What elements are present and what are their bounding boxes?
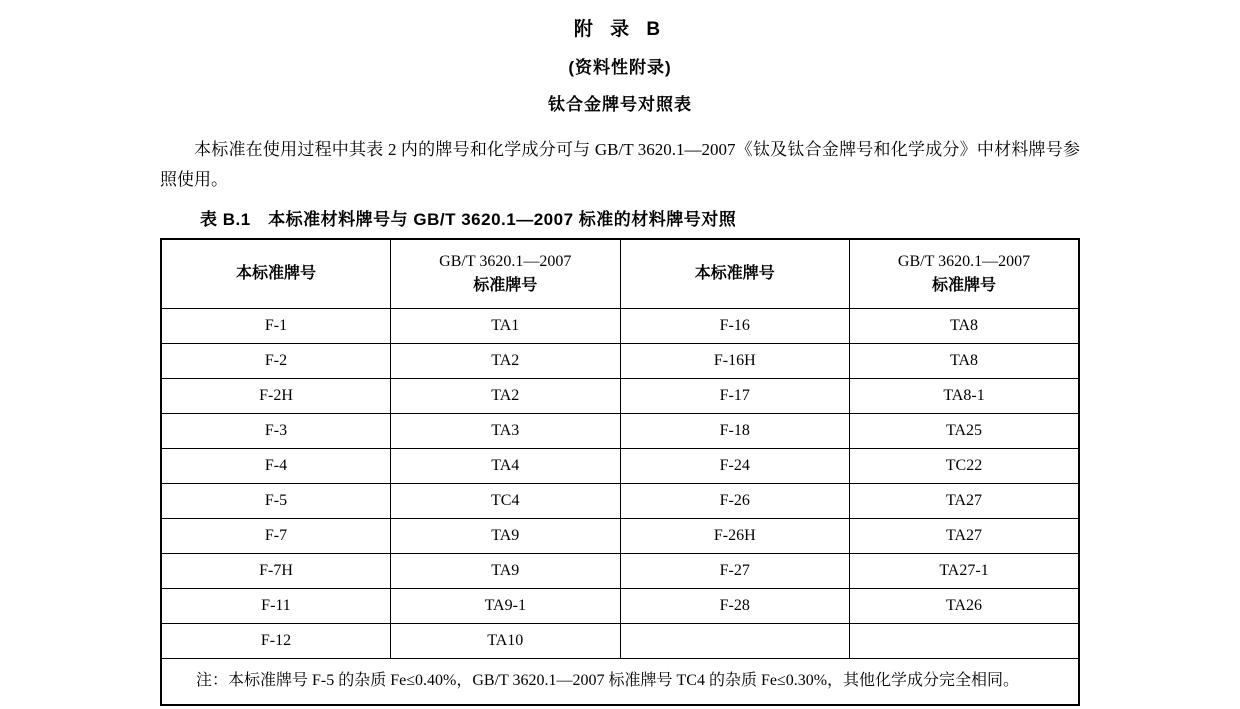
table-cell: TA26 xyxy=(850,588,1080,623)
document-page xyxy=(0,14,1240,709)
header-line-2: 标准牌号 xyxy=(473,276,538,294)
table-cell: TA10 xyxy=(391,623,621,658)
table-cell: F-7H xyxy=(161,553,391,588)
table-row xyxy=(161,378,1079,413)
table-cell: F-16H xyxy=(620,343,850,378)
table-cell: TA2 xyxy=(391,378,621,413)
table-cell: F-27 xyxy=(620,553,850,588)
table-row xyxy=(161,588,1079,623)
table-header-cell xyxy=(620,239,850,309)
table-cell: F-28 xyxy=(620,588,850,623)
table-cell: TA27 xyxy=(850,483,1080,518)
table-cell: F-18 xyxy=(620,413,850,448)
table-row xyxy=(161,308,1079,343)
intro-paragraph: 本标准在使用过程中其表 2 内的牌号和化学成分可与 GB/T 3620.1—2007《钛及钛合金牌号和化学成分》中材料牌号参照使用。 xyxy=(160,140,1080,189)
table-cell: F-26H xyxy=(620,518,850,553)
table-cell: F-7 xyxy=(161,518,391,553)
table-cell: F-5 xyxy=(161,483,391,518)
table-cell: F-3 xyxy=(161,413,391,448)
appendix-subtitle: (资料性附录) xyxy=(568,58,672,77)
table-cell: TA27-1 xyxy=(850,553,1080,588)
table-cell: TA9-1 xyxy=(391,588,621,623)
header-line-2: 标准牌号 xyxy=(931,276,996,294)
table-cell: TC22 xyxy=(850,448,1080,483)
header-line-1: 本标准牌号 xyxy=(694,264,775,282)
table-cell: TA9 xyxy=(391,518,621,553)
table-cell: TA27 xyxy=(850,518,1080,553)
table-cell: TA8 xyxy=(850,308,1080,343)
table-header-cell xyxy=(161,239,391,309)
table-header-row xyxy=(161,239,1079,309)
table-cell: F-11 xyxy=(161,588,391,623)
brand-comparison-table xyxy=(160,238,1080,706)
table-container xyxy=(160,238,1080,706)
appendix-heading: 钛合金牌号对照表 xyxy=(548,95,692,114)
table-cell: TA8-1 xyxy=(850,378,1080,413)
table-cell: F-2 xyxy=(161,343,391,378)
table-cell: F-24 xyxy=(620,448,850,483)
table-cell xyxy=(850,623,1080,658)
table-cell xyxy=(620,623,850,658)
table-cell: TA2 xyxy=(391,343,621,378)
table-header-cell xyxy=(391,239,621,309)
table-row xyxy=(161,623,1079,658)
table-note: 注：本标准牌号 F-5 的杂质 Fe≤0.40%，GB/T 3620.1—2007 标准牌号 TC4 的杂质 Fe≤0.30%，其他化学成分完全相同。 xyxy=(161,658,1079,705)
table-cell: F-26 xyxy=(620,483,850,518)
table-cell: F-17 xyxy=(620,378,850,413)
table-header-cell xyxy=(850,239,1080,309)
table-cell: F-4 xyxy=(161,448,391,483)
appendix-title: 附 录 B xyxy=(573,19,667,40)
table-cell: TA9 xyxy=(391,553,621,588)
table-cell: TA4 xyxy=(391,448,621,483)
table-cell: TA8 xyxy=(850,343,1080,378)
table-row xyxy=(161,483,1079,518)
table-cell: F-16 xyxy=(620,308,850,343)
table-row xyxy=(161,448,1079,483)
table-caption: 表 B.1 本标准材料牌号与 GB/T 3620.1—2007 标准的材料牌号对照 xyxy=(200,209,737,229)
table-row xyxy=(161,553,1079,588)
header-line-1: GB/T 3620.1—2007 xyxy=(439,252,572,270)
table-note-row xyxy=(161,658,1079,705)
table-row xyxy=(161,518,1079,553)
table-row xyxy=(161,413,1079,448)
header-line-1: 本标准牌号 xyxy=(235,264,316,282)
table-cell: TA1 xyxy=(391,308,621,343)
table-row xyxy=(161,343,1079,378)
table-cell: F-1 xyxy=(161,308,391,343)
header-line-1: GB/T 3620.1—2007 xyxy=(897,252,1031,270)
table-cell: F-12 xyxy=(161,623,391,658)
table-cell: TA3 xyxy=(391,413,621,448)
table-cell: F-2H xyxy=(161,378,391,413)
table-cell: TC4 xyxy=(391,483,621,518)
table-cell: TA25 xyxy=(850,413,1080,448)
